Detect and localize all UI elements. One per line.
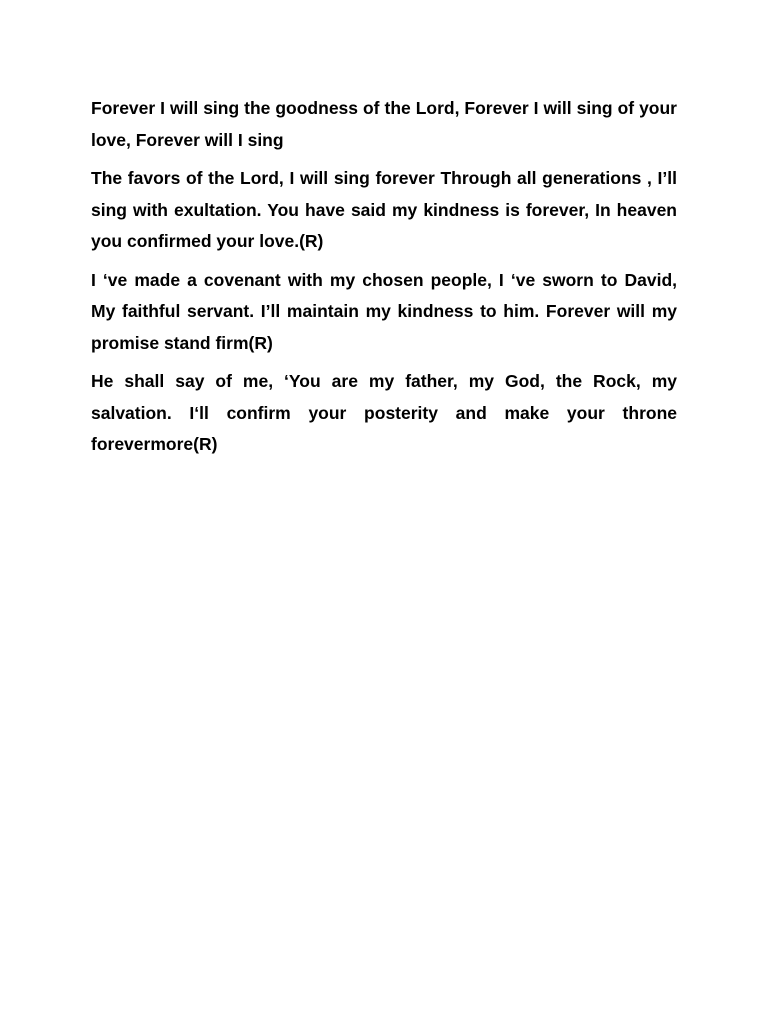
- document-body: [91, 93, 677, 468]
- paragraph-refrain: Forever I will sing the goodness of the Lord, Forever I will sing of your love, Forever will I sing: [91, 98, 677, 150]
- paragraph-verse-3: He shall say of me, ‘You are my father, my God, the Rock, my salvation. I‘ll confirm your posterity and make your throne forevermore(R): [91, 371, 677, 454]
- paragraph-verse-2: I ‘ve made a covenant with my chosen people, I ‘ve sworn to David, My faithful servant. I’ll maintain my kindness to him. Forever will my promise stand firm(R): [91, 269, 677, 353]
- paragraph-verse-1: The favors of the Lord, I will sing forever Through all generations , I’ll sing with exultation. You have said my kindness is forever, In heaven you confirmed your love.(R): [91, 168, 677, 251]
